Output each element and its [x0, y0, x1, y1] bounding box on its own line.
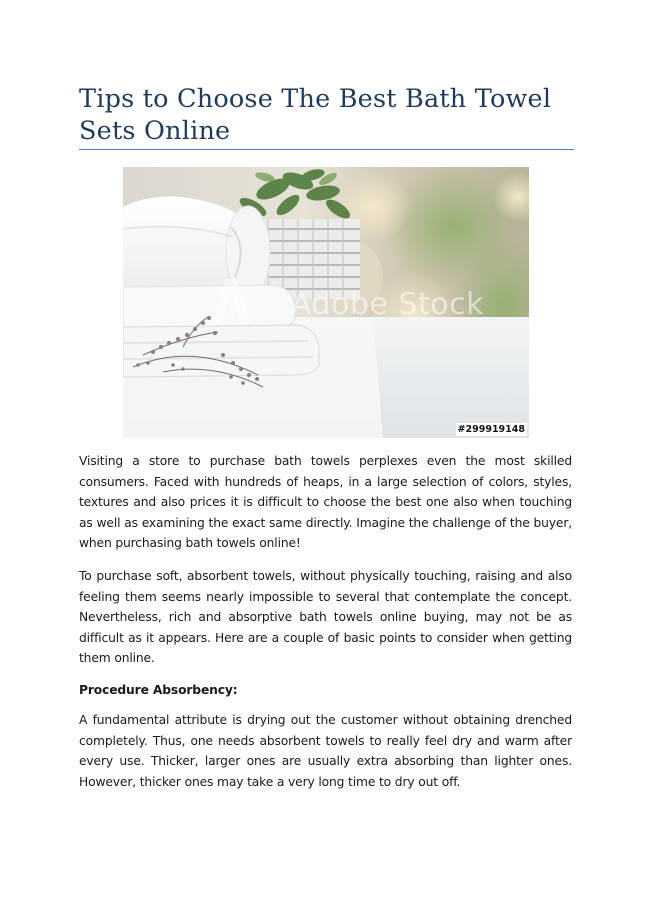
adobe-stock-logo-icon	[208, 277, 254, 327]
section-heading: Procedure Absorbency:	[79, 683, 238, 697]
paragraph-online-buying: To purchase soft, absorbent towels, without physically touching, raising and also feeling them seems nearly impossible to several that contemplate the concept. Nevertheless, rich and absorptive bath towels online buying, may not be as difficult as it appears. Here are a couple of basic points to consider when getting them online.	[79, 569, 572, 665]
paragraph-absorbency: A fundamental attribute is drying out the customer without obtaining drenched completely. Thus, one needs absorbent towels to really feel dry and warm after every use. Thicker, larger ones are usually extra absorbing than lighter ones. However, thicker ones may take a very long time to dry out off.	[79, 713, 572, 789]
towel-photo	[123, 167, 529, 438]
page-title: Tips to Choose The Best Bath Towel Sets Online	[79, 84, 552, 146]
title-underline	[79, 149, 574, 150]
paragraph-intro: Visiting a store to purchase bath towels perplexes even the most skilled consumers. Faced with hundreds of heaps, in a large selection of colors, styles, textures and also prices it is difficult to choose the best one also when touching as well as examining the exact same directly. Imagine the challenge of the buyer, when purchasing bath towels online!	[79, 454, 572, 550]
image-stock-id: #299919148	[457, 424, 525, 435]
image-watermark: Adobe Stock	[291, 287, 484, 322]
